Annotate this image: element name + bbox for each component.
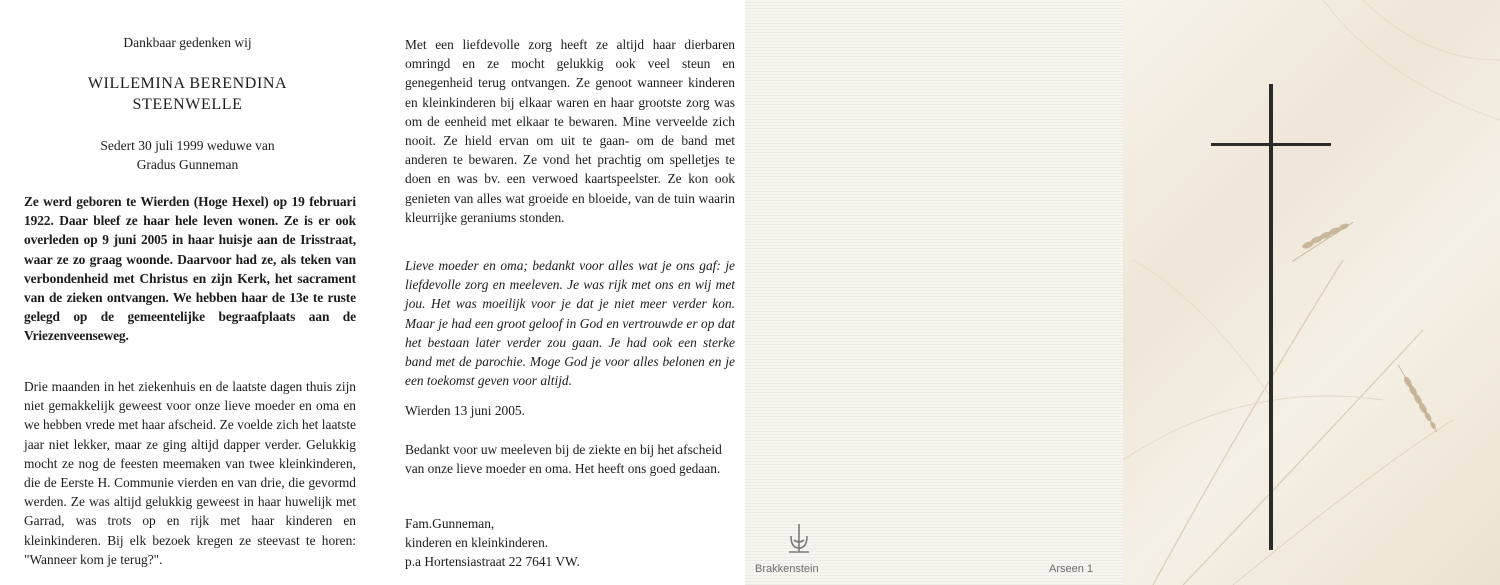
right-text-page	[375, 0, 745, 585]
widow-line-2: Gradus Gunneman	[136, 157, 239, 172]
publisher-name: Brakkenstein	[755, 563, 819, 575]
front-cover	[1123, 0, 1500, 585]
cross-icon	[1123, 0, 1500, 585]
family-signature	[405, 514, 735, 572]
widow-of	[0, 136, 375, 174]
family-line-1: Fam.Gunneman,	[405, 516, 495, 531]
place-date: Wierden 13 juni 2005.	[405, 403, 525, 418]
left-text-page	[0, 0, 375, 585]
name-line-2: STEENWELLE	[132, 96, 243, 113]
back-cover	[745, 0, 1123, 585]
thanks-paragraph: Bedankt voor uw meeleven bij de ziekte en bij het afscheid van onze lieve moeder en oma. Het heeft ons goed gedaan.	[405, 442, 722, 477]
care-paragraph: Met een liefdevolle zorg heeft ze altijd haar dierbaren omringd en ze mocht gelukkig ook veel steun en genegenheid terug ontvangen. Ze genoot wanneer kinderen en kleinkinderen bij elkaar waren en haar grootste zorg was om de eenheid met elkaar te bewaren. Mine verveelde zich nooit. Ze hield ervan om uit te gaan- om de band met anderen te bewaren. Ze vond het prachtig om spelletjes te doen en was bv. een verwoed kaartspeelster. Ze kon ook genieten van alles wat groeide en bloeide, van de tuin waarin kleurrijke geraniums stonden.	[405, 37, 735, 225]
family-line-2: kinderen en kleinkinderen.	[405, 535, 549, 551]
farewell-paragraph: Lieve moeder en oma; bedankt voor alles wat je ons gaf: je liefdevolle zorg en meeleven. Je was rijk met ons en wij met jou. Het was moeilijk voor je dat je niet meer verder kon. Maar je had een groot geloof in God en vertrouwde er op dat het bestaan later verder zou gaan. Je had ook een sterke band met de parochie. Moge God je voor alles belonen en je een toekomst geven voor altijd.	[405, 258, 735, 389]
biography-paragraph: Ze werd geboren te Wierden (Hoge Hexel) op 19 februari 1922. Daar bleef ze haar hele leven wonen. Ze is er ook overleden op 9 juni 2005 in haar huisje aan de Irisstraat, waar ze zo graag woonde. Daarvoor had ze, als teken van verbondenheid met Christus en zijn Kerk, het sacrament van de zieken ontvangen. We hebben haar de 13e te ruste gelegd op de gemeentelijke begraafplaats aan de Vriezenveenseweg.	[24, 194, 356, 344]
brakkenstein-logo-icon	[785, 522, 813, 556]
deceased-name	[0, 73, 375, 115]
intro-line: Dankbaar gedenken wij	[123, 35, 252, 50]
last-months-paragraph: Drie maanden in het ziekenhuis en de laatste dagen thuis zijn niet gemakkelijk geweest voor onze lieve moeder en oma en we hebben vrede met haar afscheid. Ze voelde zich het laatste jaar niet lekker, maar ze ging altijd dapper verder. Gelukkig mocht ze nog de feesten meemaken van twee kleinkinderen, die de Eerste H. Communie vierden en van drie, die gevormd werden. Ze was altijd gelukkig geweest in haar huwelijk met Garrad, was trots op en rijk met haar kinderen en kleinkinderen. Bij elk bezoek kregen ze steevast te horen: "Wanneer kom je terug?".	[24, 379, 356, 567]
design-code: Arseen 1	[1049, 563, 1094, 575]
name-line-1: WILLEMINA BERENDINA	[87, 75, 288, 92]
family-address: p.a Hortensiastraat 22 7641 VW.	[405, 554, 580, 570]
widow-line-1: Sedert 30 juli 1999 weduwe van	[100, 138, 275, 153]
